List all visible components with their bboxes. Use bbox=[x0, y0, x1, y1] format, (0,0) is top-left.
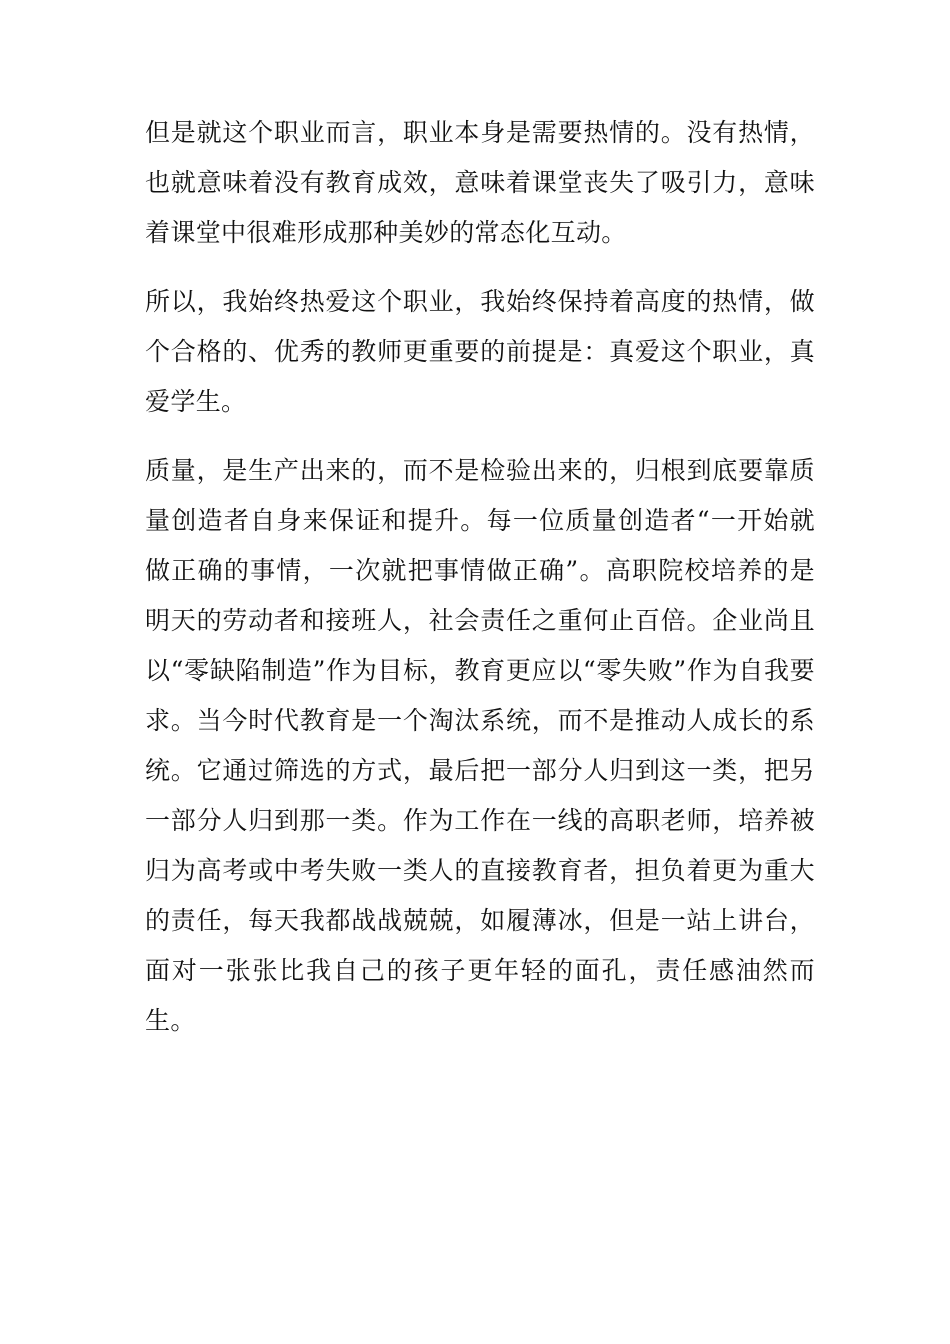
document-body bbox=[145, 108, 815, 1065]
paragraph-1: 但是就这个职业而言，职业本身是需要热情的。没有热情，也就意味着没有教育成效，意味着课堂丧失了吸引力，意味着课堂中很难形成那种美妙的常态化互动。 bbox=[145, 118, 815, 247]
paragraph-2: 所以，我始终热爱这个职业，我始终保持着高度的热情，做个合格的、优秀的教师更重要的前提是：真爱这个职业，真爱学生。 bbox=[145, 287, 815, 416]
paragraph-3: 质量，是生产出来的，而不是检验出来的，归根到底要靠质量创造者自身来保证和提升。每一位质量创造者“一开始就做正确的事情，一次就把事情做正确”。高职院校培养的是明天的劳动者和接班人，社会责任之重何止百倍。企业尚且以“零缺陷制造”作为目标，教育更应以“零失败”作为自我要求。当今时代教育是一个淘汰系统，而不是推动人成长的系统。它通过筛选的方式，最后把一部分人归到这一类，把另一部分人归到那一类。作为工作在一线的高职老师，培养被归为高考或中考失败一类人的直接教育者，担负着更为重大的责任，每天我都战战兢兢，如履薄冰，但是一站上讲台，面对一张张比我自己的孩子更年轻的面孔，责任感油然而生。 bbox=[145, 456, 815, 1035]
